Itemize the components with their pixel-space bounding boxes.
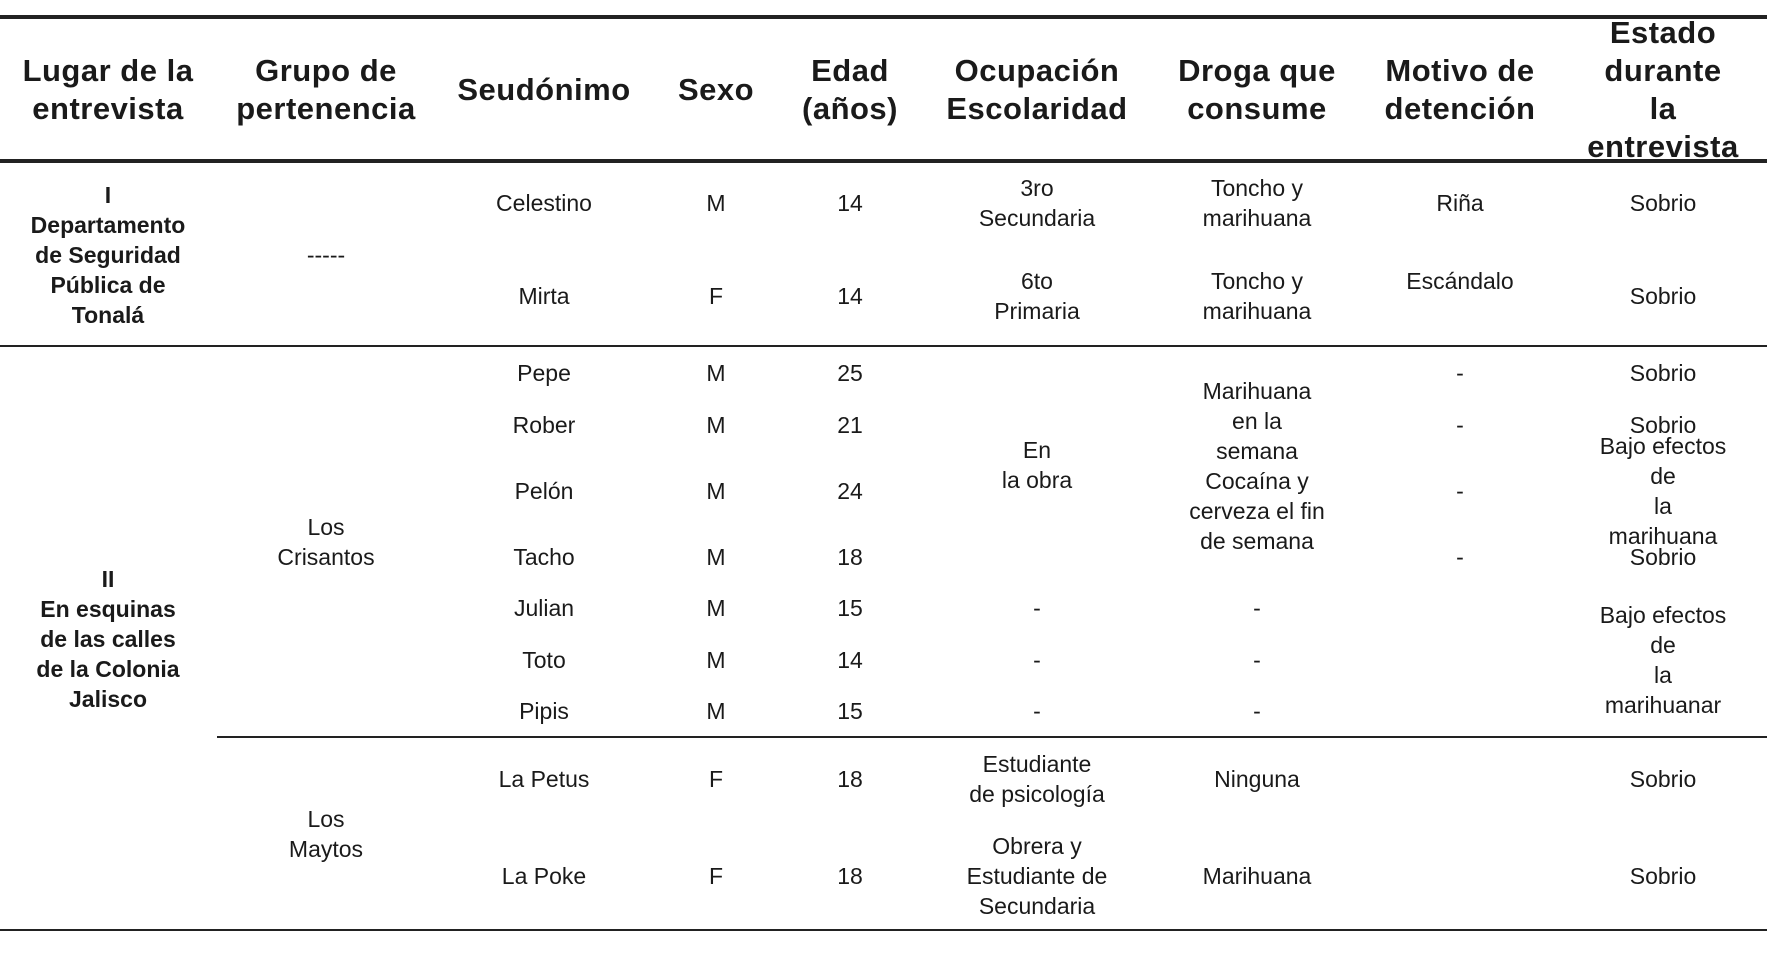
pseudonym-cell: Pepe [517, 360, 571, 386]
state-cell: Sobrio [1629, 863, 1697, 889]
drug-cell: Marihuana [1202, 863, 1312, 889]
state-cell: Sobrio [1629, 766, 1697, 792]
reason-cell: Escándalo [1406, 268, 1514, 294]
reason-cell: - [1456, 360, 1464, 386]
occupation-cell: - [1033, 647, 1041, 673]
place-cell: II En esquinas de las calles de la Colonia Jalisco [36, 566, 180, 712]
sex-cell: M [706, 412, 726, 438]
age-cell: 14 [837, 283, 863, 309]
state-cell: Bajo efectos de la marihuana [1599, 433, 1727, 549]
pseudonym-cell: Toto [522, 647, 566, 673]
sex-cell: M [706, 360, 726, 386]
sex-cell: F [708, 863, 724, 889]
group-cell: ----- [306, 242, 346, 268]
pseudonym-cell: Mirta [518, 283, 570, 309]
group-cell: Los Crisantos [277, 514, 375, 570]
header-occupation: Ocupación Escolaridad [946, 53, 1128, 126]
state-cell: Sobrio [1629, 412, 1697, 438]
reason-cell: - [1456, 412, 1464, 438]
sex-cell: F [708, 283, 724, 309]
header-age: Edad (años) [802, 53, 898, 126]
group-cell: Los Maytos [288, 806, 364, 862]
header-reason: Motivo de detención [1384, 53, 1536, 126]
header-bottom-rule [0, 159, 1767, 163]
header-place: Lugar de la entrevista [22, 53, 194, 126]
age-cell: 18 [837, 544, 863, 570]
sex-cell: M [706, 595, 726, 621]
header-state: Estado durante la entrevista [1587, 15, 1739, 164]
pseudonym-cell: La Poke [501, 863, 587, 889]
occupation-cell: 3ro Secundaria [978, 175, 1096, 231]
occupation-cell: 6to Primaria [994, 268, 1080, 324]
table-bottom-rule [0, 929, 1767, 931]
age-cell: 25 [837, 360, 863, 386]
pseudonym-cell: Pipis [519, 698, 569, 724]
sex-cell: M [706, 544, 726, 570]
pseudonym-cell: Tacho [513, 544, 575, 570]
occupation-cell: Estudiante de psicología [969, 751, 1105, 807]
sex-cell: M [706, 698, 726, 724]
occupation-cell: En la obra [1001, 437, 1073, 493]
sex-cell: M [706, 478, 726, 504]
occupation-cell: Obrera y Estudiante de Secundaria [966, 833, 1108, 919]
pseudonym-cell: Julian [513, 595, 575, 621]
drug-cell: - [1253, 595, 1261, 621]
age-cell: 15 [837, 698, 863, 724]
drug-cell: Ninguna [1214, 766, 1300, 792]
reason-cell: Riña [1436, 190, 1484, 216]
occupation-cell: - [1033, 698, 1041, 724]
pseudonym-cell: Celestino [496, 190, 592, 216]
drug-cell: - [1253, 698, 1261, 724]
drug-cell: - [1253, 647, 1261, 673]
age-cell: 15 [837, 595, 863, 621]
subgroup-divider-rule [217, 736, 1767, 738]
occupation-cell: - [1033, 595, 1041, 621]
pseudonym-cell: Rober [512, 412, 576, 438]
sex-cell: M [706, 190, 726, 216]
drug-cell: Toncho y marihuana [1202, 175, 1312, 231]
place-cell: I Departamento de Seguridad Pública de Tonalá [30, 182, 186, 328]
age-cell: 21 [837, 412, 863, 438]
state-cell: Sobrio [1629, 544, 1697, 570]
table-top-rule [0, 15, 1767, 19]
sex-cell: M [706, 647, 726, 673]
sex-cell: F [708, 766, 724, 792]
pseudonym-cell: La Petus [498, 766, 590, 792]
reason-cell: - [1456, 478, 1464, 504]
age-cell: 18 [837, 766, 863, 792]
header-pseudonym: Seudónimo [457, 72, 631, 107]
header-sex: Sexo [677, 72, 755, 107]
age-cell: 24 [837, 478, 863, 504]
drug-cell: Marihuana en la semana Cocaína y cerveza el fin de semana [1189, 378, 1325, 554]
state-cell: Sobrio [1629, 283, 1697, 309]
pseudonym-cell: Pelón [514, 478, 574, 504]
reason-cell: - [1456, 544, 1464, 570]
age-cell: 18 [837, 863, 863, 889]
state-cell: Sobrio [1629, 360, 1697, 386]
drug-cell: Toncho y marihuana [1202, 268, 1312, 324]
header-group: Grupo de pertenencia [236, 53, 416, 126]
state-cell: Bajo efectos de la marihuanar [1599, 602, 1727, 718]
age-cell: 14 [837, 647, 863, 673]
group-divider-rule [0, 345, 1767, 347]
header-drug: Droga que consume [1178, 53, 1336, 126]
state-cell: Sobrio [1629, 190, 1697, 216]
age-cell: 14 [837, 190, 863, 216]
